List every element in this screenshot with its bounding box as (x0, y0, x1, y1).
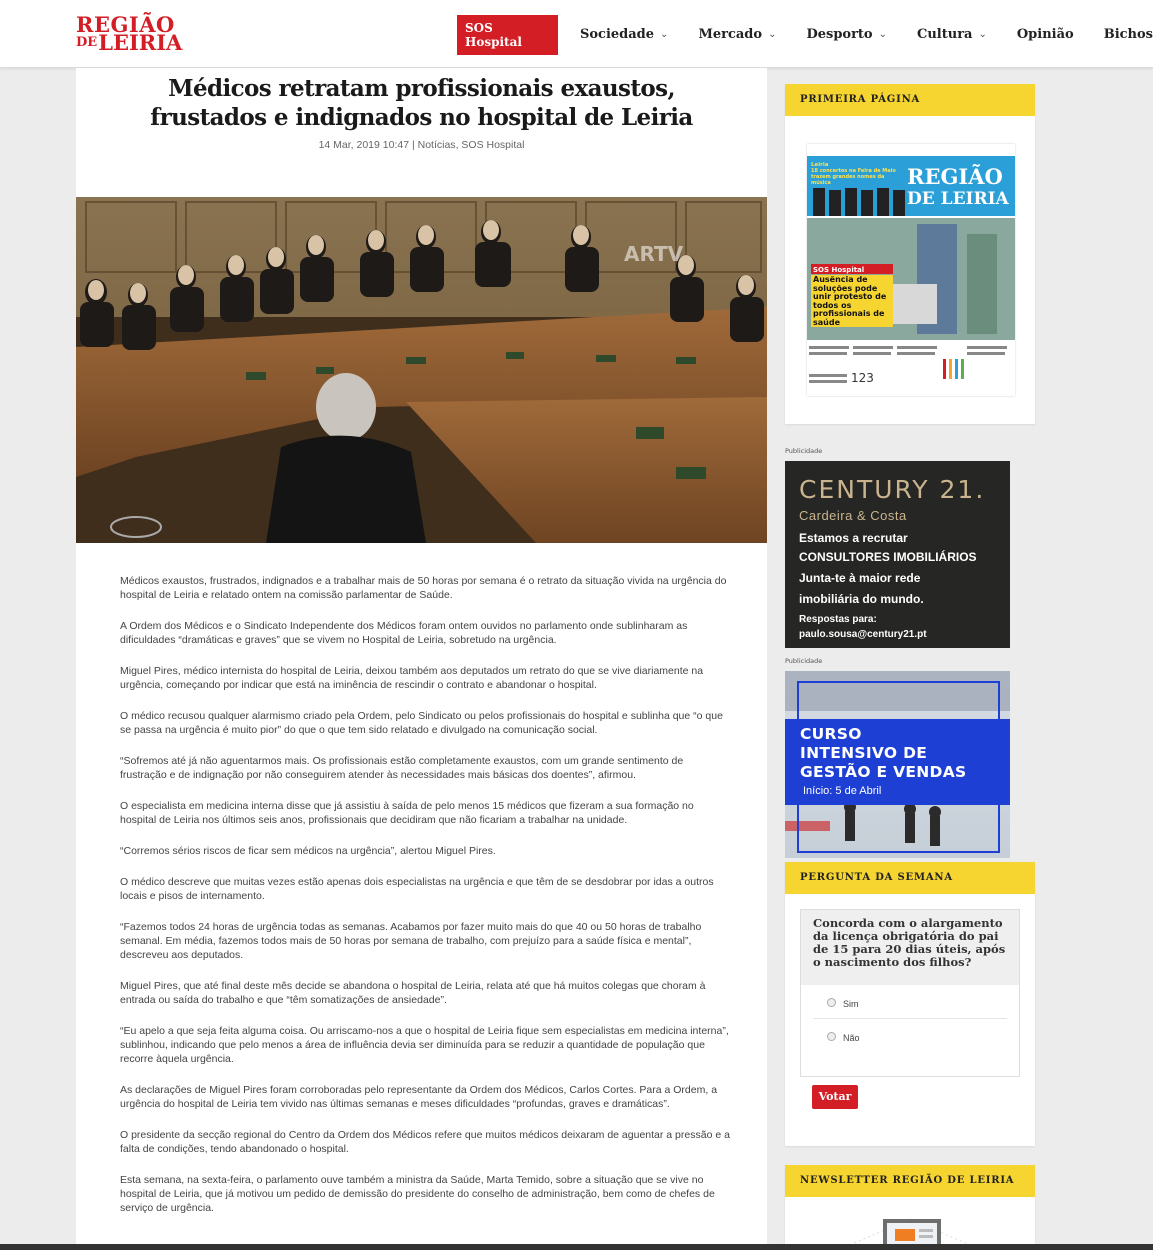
ad-line: Respostas para: (799, 614, 877, 625)
nav-item-bichos[interactable]: Bichos (1103, 27, 1153, 42)
ad-line: imobiliária do mundo. (799, 592, 924, 606)
logo-line2 (76, 30, 183, 55)
newsletter-widget (785, 1165, 1035, 1250)
nav-label-mercado: Mercado (698, 27, 763, 42)
vote-button[interactable]: Votar (812, 1085, 858, 1109)
hero-watermark: ARTV (624, 242, 684, 266)
course-ad-line: INTENSIVO DE (800, 744, 928, 762)
poll-question: Concorda com o alargamento da licença obrigatória do pai de 15 para 20 dias úteis, após o nascimento dos filhos? (801, 910, 1019, 985)
course-ad-line: GESTÃO E VENDAS (800, 763, 967, 781)
article-paragraph: “Eu apelo a que seja feita alguma coisa. Ou arriscamo-nos a que o hospital de Leiria fique sem especialistas em medicina interna”, sublinhou, indicando que pelo menos a área de influência devia ser diminuída para se reduzir a quantidade de população que recorre àquela urgência. (120, 1025, 729, 1065)
century21-ad[interactable] (785, 461, 1010, 648)
svg-text:REGIÃO: REGIÃO (907, 164, 1003, 189)
article-paragraph: “Sofremos até já não aguentarmos mais. Os profissionais estão completamente exaustos, com um grande sentimento de frustração e de indignação por não conseguirem atender às necessidades mais básicas dos doentes”, afirmou. (120, 755, 684, 781)
nav-label-cultura: Cultura (917, 27, 973, 42)
chevron-down-icon: ⌄ (978, 29, 987, 40)
svg-text:123: 123 (851, 371, 874, 385)
poll-option-nao[interactable] (813, 1019, 1007, 1053)
svg-text:SOS Hospital: SOS Hospital (813, 266, 865, 274)
article-paragraph: O especialista em medicina interna disse que já assistiu à saída de pelo menos 15 médicos que fizeram a sua formação no hospital de Leiria nos últimos seis anos, profissionais que decidiram que não ficariam a trabalhar na unidade. (120, 800, 694, 826)
chevron-down-icon: ⌄ (768, 29, 777, 40)
article-date: 14 Mar, 2019 10:47 (318, 139, 410, 151)
nav-label-sociedade: Sociedade (579, 27, 655, 42)
ad-line: Estamos a recrutar (799, 531, 908, 545)
nav-item-cultura[interactable] (917, 27, 987, 42)
front-page-widget (785, 84, 1035, 424)
article-paragraph: A Ordem dos Médicos e o Sindicato Independente dos Médicos foram ontem ouvidos no parlamento onde sublinharam as dificuldades “dramáticas e graves” que se vivem no Hospital de Leiria, sobretudo na urgência. (120, 620, 688, 646)
main-nav (457, 20, 1153, 49)
poll-option-label: Não (843, 1033, 860, 1043)
cover-teaser: 18 concertos na Feira de Maio trazem grandes nomes da música (811, 168, 896, 186)
poll-option-sim[interactable] (813, 985, 1007, 1019)
article-paragraph: O médico descreve que muitas vezes estão apenas dois especialistas na urgência e que têm de se desdobrar por idas a outros locais e pisos de internamento. (120, 876, 714, 902)
ad-line: Junta-te à maior rede (799, 571, 921, 585)
svg-text:DE LEIRIA: DE LEIRIA (907, 189, 1009, 209)
cover-headline: Ausência de soluções pode unir protesto de todos os profissionais de saúde (813, 276, 887, 327)
svg-text:Leiria: Leiria (811, 162, 829, 168)
ad-brand: CENTURY 21. (799, 475, 986, 504)
meta-separator: | (409, 139, 418, 151)
ad-line: CONSULTORES IMOBILIÁRIOS (799, 550, 977, 564)
article-paragraph: Miguel Pires, médico internista do hospital de Leiria, deixou também aos deputados um retrato do que se vive diariamente na urgência, começando por indicar que está na iminência de rescindir o contrato e abandonar o hospital. (120, 665, 704, 691)
course-ad-line: CURSO (800, 725, 862, 743)
article-title: Médicos retratam profissionais exaustos, frustados e indignados no hospital de Leiria (150, 75, 693, 131)
poll-option-label: Sim (843, 999, 859, 1009)
article-hero-image (76, 197, 767, 543)
category-link-sos-hospital[interactable]: SOS Hospital (461, 139, 525, 151)
ad-label: Publicidade (785, 657, 823, 665)
article-paragraph: Esta semana, na sexta-feira, o parlamento ouve também a ministra da Saúde, Marta Temido, sobre a situação que se vive no hospital de Leiria, que já motivou um pedido de demissão do presidente do conselho de administração, bem como de chefes de serviço de urgência. (120, 1174, 715, 1214)
article-body (120, 574, 730, 1232)
ad-subbrand: Cardeira & Costa (799, 508, 907, 523)
nav-item-sociedade[interactable] (580, 27, 668, 42)
newspaper-cover (807, 144, 1015, 396)
article-paragraph: Médicos exaustos, frustrados, indignados e a trabalhar mais de 50 horas por semana é o retrato da situação vivida na urgência do hospital de Leiria e relatado ontem na comissão parlamentar de Saúde. (120, 575, 727, 601)
logo-line1: REGIÃO (76, 12, 175, 37)
chevron-down-icon: ⌄ (878, 29, 887, 40)
article-meta: 14 Mar, 2019 10:47 | Notícias, SOS Hospital (318, 139, 525, 151)
radio-button[interactable] (827, 998, 836, 1007)
nav-item-desporto[interactable] (806, 27, 887, 42)
front-page-thumbnail[interactable] (807, 144, 1015, 396)
article-paragraph: “Corremos sérios riscos de ficar sem médicos na urgência”, alertou Miguel Pires. (120, 845, 496, 857)
nav-item-opiniao[interactable]: Opinião (1016, 27, 1074, 42)
bottom-bar (0, 1244, 1153, 1250)
poll-widget (785, 862, 1035, 1146)
ad-email: paulo.sousa@century21.pt (799, 629, 927, 640)
chevron-down-icon: ⌄ (660, 29, 669, 40)
logo-leiria: LEIRIA (98, 30, 183, 55)
nav-item-sos-hospital[interactable]: SOS Hospital (457, 15, 558, 55)
site-header (0, 0, 1153, 68)
hero-photo (76, 197, 767, 543)
article-paragraph: “Fazemos todos 24 horas de urgência todas as semanas. Acabamos por fazer muito mais do que 40 ou 50 horas de trabalho semanal. Em média, fazemos todos mais de 50 horas por semana de trabalho, com prejuízo para a saúde física e mental”, descreveu aos deputados. (120, 921, 702, 961)
article (76, 68, 767, 1250)
article-paragraph: As declarações de Miguel Pires foram corroboradas pelo representante da Ordem dos Médicos, Carlos Cortes. Para a Ordem, a urgência do hospital de Leiria tem vivido nas últimas semanas e meses dificuldades “profundas, graves e dramáticas”. (120, 1084, 718, 1110)
course-ad[interactable] (785, 671, 1010, 858)
ad-label: Publicidade (785, 447, 823, 455)
category-link-noticias[interactable]: Notícias (417, 139, 456, 151)
article-paragraph: Miguel Pires, que até final deste mês decide se abandona o hospital de Leiria, relata até que há muitos colegas que choram à entrada ou saída do trabalho e que “têm somatizações de ansiedade”. (120, 980, 706, 1006)
newsletter-envelope-icon (785, 1197, 1035, 1250)
nav-label-desporto: Desporto (806, 27, 873, 42)
course-ad-date: Início: 5 de Abril (803, 785, 882, 797)
logo-de: DE (76, 35, 98, 50)
newsletter-title: NEWSLETTER REGIÃO DE LEIRIA (785, 1165, 1035, 1197)
site-logo[interactable] (76, 12, 183, 58)
poll-box (800, 909, 1020, 1077)
front-page-title: PRIMEIRA PÁGINA (785, 84, 1035, 116)
nav-item-mercado[interactable] (698, 27, 776, 42)
article-paragraph: O presidente da secção regional do Centro da Ordem dos Médicos refere que muitos médicos deixaram de aguentar a pressão e a falta de condições, tendo abandonado o hospital. (120, 1129, 730, 1155)
radio-button[interactable] (827, 1032, 836, 1041)
poll-title: PERGUNTA DA SEMANA (785, 862, 1035, 894)
article-paragraph: O médico recusou qualquer alarmismo criado pela Ordem, pelo Sindicato ou pelos profissionais do hospital e sublinha que “o que se passa na urgência é muito pior” do que o que tem sido relatado e divulgado na comunicação social. (120, 710, 723, 736)
